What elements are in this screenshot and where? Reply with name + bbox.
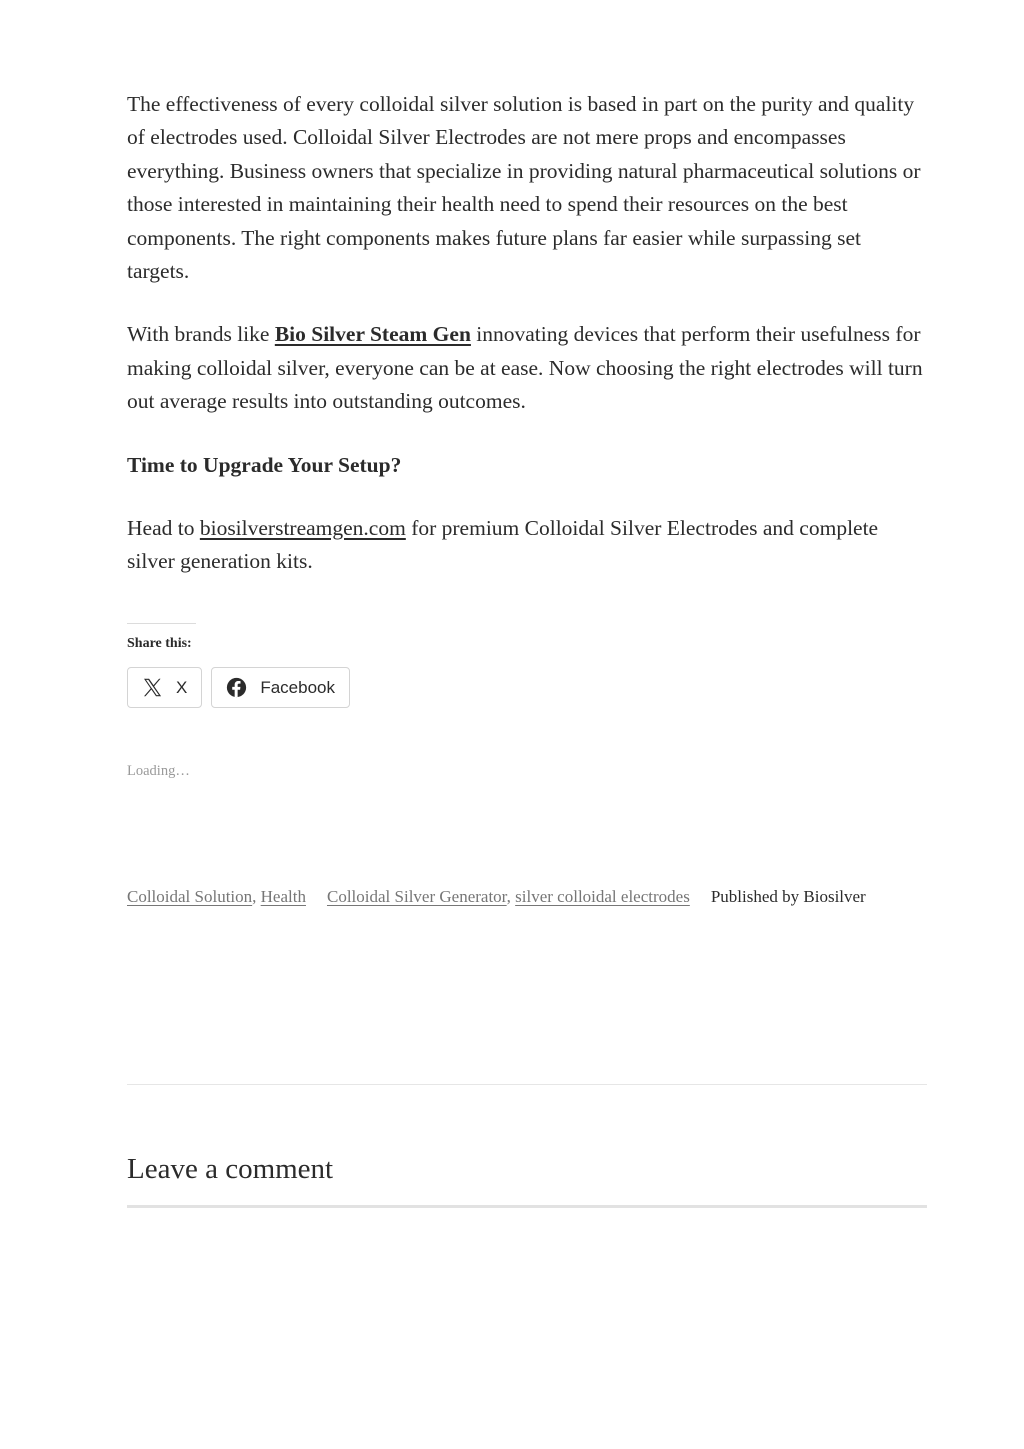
category-link-health[interactable]: Health [260,887,306,906]
share-facebook-button[interactable] [211,667,350,708]
share-buttons [127,667,350,708]
share-x-button[interactable] [127,667,202,708]
tag-separator: , [506,887,511,906]
article-paragraph-1: The effectiveness of every colloidal silver solution is based in part on the purity and quality of electrodes used. Colloidal Silver Electrodes are not mere props and encompasses everything. Business owners that specialize in providing natural pharmaceutical solutions or those interested in maintaining their health need to spend their resources on the best components. The right components makes future plans far easier while surpassing set targets. [127,92,921,284]
likes-loading-text: Loading… [127,763,190,779]
post-categories [127,887,306,907]
share-facebook-label: Facebook [260,677,336,697]
paragraph-3-lead-text: Head to [127,515,200,540]
leave-comment-title: Leave a comment [127,1153,334,1185]
tag-link-colloidal-silver-generator[interactable]: Colloidal Silver Generator [326,887,507,906]
share-title: Share this: [127,636,192,651]
post-meta [127,887,866,907]
biosilverstreamgen-link[interactable]: biosilverstreamgen.com [199,515,406,540]
share-divider [127,623,196,624]
category-link-colloidal-solution[interactable]: Colloidal Solution [127,887,253,906]
bio-silver-steam-gen-link[interactable]: Bio Silver Steam Gen [274,322,471,347]
facebook-logo-icon [226,677,247,698]
article-content [127,88,927,608]
post-tags [327,887,690,907]
upgrade-heading: Time to Upgrade Your Setup? [127,452,402,477]
paragraph-2-lead-text: With brands like [127,322,275,347]
share-x-label: X [176,677,188,697]
article-paragraph-2 [127,318,927,418]
x-logo-icon [142,677,163,698]
comments-divider [127,1084,927,1085]
post-byline: Published by Biosilver [710,887,866,906]
category-separator: , [252,887,257,906]
paragraph-2-trail-text: innovating devices that perform their usefulness for making colloidal silver, everyone can be at ease. Now choosing the right electrodes will turn out average results into outstanding outcomes. [127,322,923,414]
comment-title-underline [127,1205,927,1208]
tag-link-silver-colloidal-electrodes[interactable]: silver colloidal electrodes [515,887,690,906]
share-section [127,623,350,708]
article-paragraph-3 [127,512,927,579]
paragraph-3-trail-text: for premium Colloidal Silver Electrodes and complete silver generation kits. [127,515,879,574]
